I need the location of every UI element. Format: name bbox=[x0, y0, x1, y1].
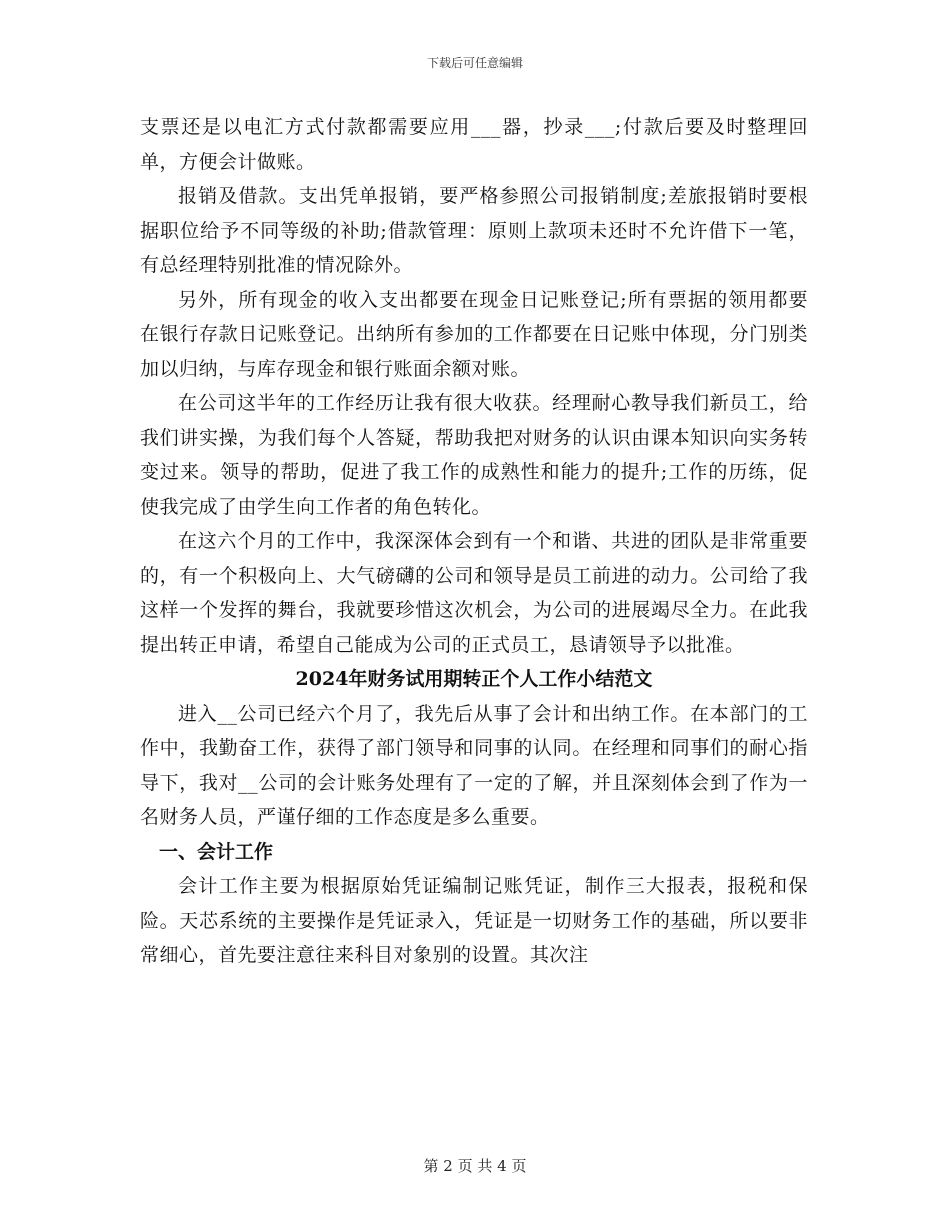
paragraph-reimbursement: 报销及借款。支出凭单报销，要严格参照公司报销制度;差旅报销时要根据职位给予不同等级的补助;借款管理：原则上款项未还时不允许借下一笔，有总经理特别批准的情况除外。 bbox=[140, 185, 808, 276]
section-heading-accounting: 一、会计工作 bbox=[159, 840, 274, 863]
page-number: 第 2 页 共 4 页 bbox=[423, 1157, 527, 1175]
paragraph-intro: 进入__公司已经六个月了，我先后从事了会计和出纳工作。在本部门的工作中，我勤奋工作，获得了部门领导和同事的认同。在经理和同事们的耐心指导下，我对__公司的会计账务处理有了一定的了解，并且深刻体会到了作为一名财务人员，严谨仔细的工作态度是多么重要。 bbox=[140, 702, 808, 828]
paragraph-team: 在这六个月的工作中，我深深体会到有一个和谐、共进的团队是非常重要的，有一个积极向上、大气磅礴的公司和领导是员工前进的动力。公司给了我这样一个发挥的舞台，我就要珍惜这次机会，为公司的进展竭尽全力。在此我提出转正申请，希望自己能成为公司的正式员工，恳请领导予以批准。 bbox=[140, 530, 808, 656]
paragraph-cash-records: 另外，所有现金的收入支出都要在现金日记账登记;所有票据的领用都要在银行存款日记账登记。出纳所有参加的工作都要在日记账中体现，分门别类加以归纳，与库存现金和银行账面余额对账。 bbox=[140, 288, 808, 380]
paragraph-continuation: 支票还是以电汇方式付款都需要应用___器，抄录___;付款后要及时整理回单，方便会计做账。 bbox=[140, 116, 808, 173]
page-header-note: 下载后可任意编辑 bbox=[426, 56, 523, 70]
paragraph-gains: 在公司这半年的工作经历让我有很大收获。经理耐心教导我们新员工，给我们讲实操，为我们每个人答疑，帮助我把对财务的认识由课本知识向实务转变过来。领导的帮助，促进了我工作的成熟性和能力的提升;工作的历练，促使我完成了由学生向工作者的角色转化。 bbox=[140, 392, 808, 518]
paragraph-accounting-work: 会计工作主要为根据原始凭证编制记账凭证，制作三大报表，报税和保险。天芯系统的主要操作是凭证录入，凭证是一切财务工作的基础，所以要非常细心，首先要注意往来科目对象别的设置。其次注 bbox=[140, 875, 808, 966]
document-body bbox=[140, 110, 808, 973]
section-title: 2024年财务试用期转正个人工作小结范文 bbox=[295, 668, 653, 690]
